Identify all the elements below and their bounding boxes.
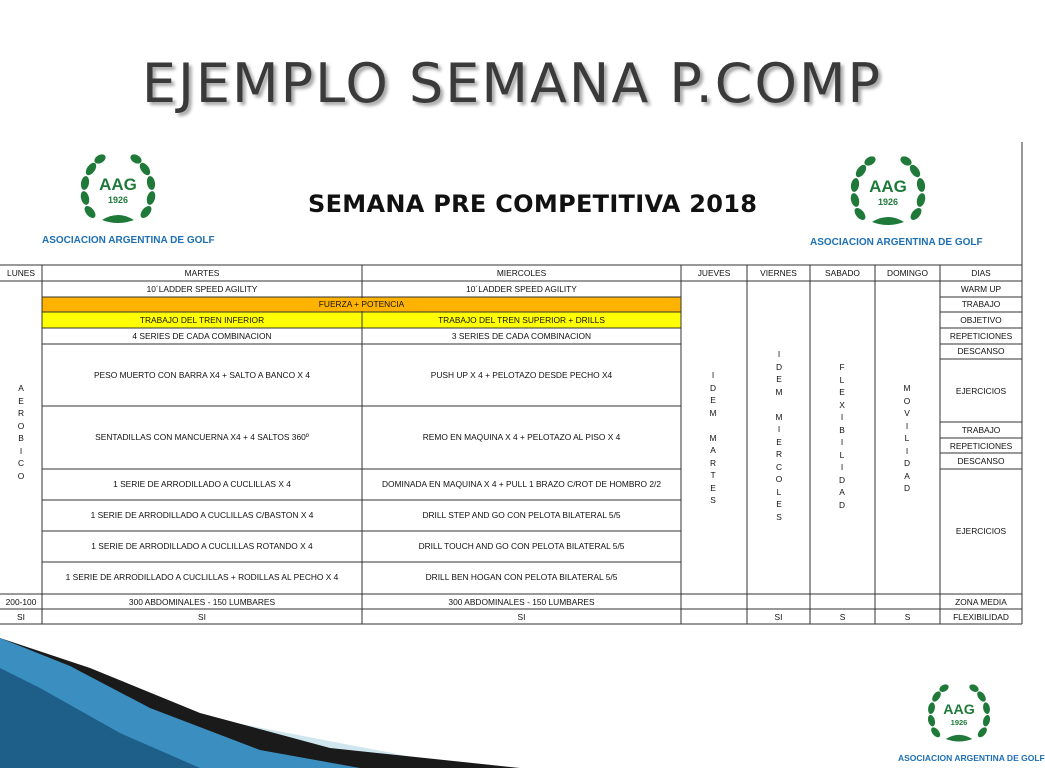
miercoles-ex-2: REMO EN MAQUINA X 4 + PELOTAZO AL PISO X 4 <box>422 432 621 442</box>
miercoles-zona-media: 300 ABDOMINALES - 150 LUMBARES <box>448 597 595 607</box>
miercoles-flex: SI <box>517 612 526 622</box>
header-lunes: LUNES <box>7 268 35 278</box>
logo-org-name: ASOCIACION ARGENTINA DE GOLF <box>42 235 215 246</box>
miercoles-series: 3 SERIES DE CADA COMBINACION <box>451 331 592 341</box>
header-viernes: VIERNES <box>760 268 797 278</box>
sabado-flex: S <box>839 612 846 622</box>
dias-warm-up: WARM UP <box>960 284 1002 294</box>
dias-zona-media: ZONA MEDIA <box>955 597 1007 607</box>
dias-flexibilidad: FLEXIBILIDAD <box>953 612 1009 622</box>
martes-ex-4: 1 SERIE DE ARRODILLADO A CUCLILLAS C/BASTON X 4 <box>90 510 314 520</box>
dias-trabajo-1: TRABAJO <box>961 299 1001 309</box>
miercoles-ex-3: DOMINADA EN MAQUINA X 4 + PULL 1 BRAZO C/ROT DE HOMBRO 2/2 <box>382 479 661 489</box>
martes-series: 4 SERIES DE CADA COMBINACION <box>132 331 272 341</box>
martes-warmup: 10´LADDER SPEED AGILITY <box>146 284 258 294</box>
logo-year: 1926 <box>950 717 968 727</box>
slide-title: EJEMPLO SEMANA P.COMP <box>141 52 883 115</box>
logo-year: 1926 <box>107 195 129 205</box>
miercoles-ex-5: DRILL TOUCH AND GO CON PELOTA BILATERAL 5/5 <box>418 541 625 551</box>
laurel-emblem-icon <box>76 150 160 230</box>
dias-repeticiones-1: REPETICIONES <box>949 331 1013 341</box>
martes-ex-1: PESO MUERTO CON BARRA X4 + SALTO A BANCO X 4 <box>93 370 311 380</box>
sabado-vertical-label: F L E X I B I L I D A D <box>838 362 846 510</box>
lunes-zona-media: 200-100 <box>5 597 37 607</box>
martes-flex: SI <box>198 612 206 622</box>
miercoles-objetivo: TRABAJO DEL TREN SUPERIOR + DRILLS <box>438 315 605 325</box>
header-domingo: DOMINGO <box>887 268 928 278</box>
fuerza-potencia-label: FUERZA + POTENCIA <box>318 299 405 309</box>
dias-trabajo-2: TRABAJO <box>961 425 1001 435</box>
sheet-title: SEMANA PRE COMPETITIVA 2018 <box>308 190 758 218</box>
viernes-flex: SI <box>774 612 783 622</box>
miercoles-ex-1: PUSH UP X 4 + PELOTAZO DESDE PECHO X4 <box>430 370 613 380</box>
martes-ex-3: 1 SERIE DE ARRODILLADO A CUCLILLAS X 4 <box>113 479 291 489</box>
logo-initials: AAG <box>868 177 907 196</box>
header-martes: MARTES <box>184 268 220 278</box>
domingo-vertical-label: M O V I L I D A D <box>903 383 911 493</box>
martes-ex-6: 1 SERIE DE ARRODILLADO A CUCLILLAS + RODILLAS AL PECHO X 4 <box>65 572 339 582</box>
dias-descanso-2: DESCANSO <box>957 456 1005 466</box>
header-jueves: JUEVES <box>697 268 731 278</box>
decorative-swoosh <box>0 638 560 768</box>
lunes-flex: SI <box>17 612 25 622</box>
header-sabado: SABADO <box>825 268 860 278</box>
logo-year: 1926 <box>877 197 898 207</box>
dias-objetivo: OBJETIVO <box>960 315 1002 325</box>
header-miercoles: MIERCOLES <box>496 268 547 278</box>
jueves-vertical-label: I D E M M A R T E S <box>709 370 717 505</box>
dias-ejercicios-1: EJERCICIOS <box>955 386 1007 396</box>
miercoles-ex-4: DRILL STEP AND GO CON PELOTA BILATERAL 5/5 <box>422 510 621 520</box>
logo-org-name: ASOCIACION ARGENTINA DE GOLF <box>898 753 1045 763</box>
lunes-vertical-label: A E R O B I C O <box>17 383 25 481</box>
viernes-vertical-label: I D E M M I E R C O L E S <box>775 349 783 522</box>
aag-logo-right <box>810 152 983 248</box>
martes-ex-5: 1 SERIE DE ARRODILLADO A CUCLILLAS ROTANDO X 4 <box>91 541 313 551</box>
martes-objetivo: TRABAJO DEL TREN INFERIOR <box>139 315 265 325</box>
aag-logo-footer <box>898 680 1045 763</box>
laurel-emblem-icon <box>846 152 930 232</box>
aag-logo-left <box>42 150 215 246</box>
logo-org-name: ASOCIACION ARGENTINA DE GOLF <box>810 237 983 248</box>
logo-initials: AAG <box>99 175 137 194</box>
domingo-flex: S <box>904 612 911 622</box>
martes-ex-2: SENTADILLAS CON MANCUERNA X4 + 4 SALTOS 360º <box>95 432 309 442</box>
dias-descanso-1: DESCANSO <box>957 346 1005 356</box>
header-dias: DIAS <box>971 268 991 278</box>
laurel-emblem-icon <box>924 680 994 748</box>
logo-initials: AAG <box>943 702 975 718</box>
miercoles-warmup: 10´LADDER SPEED AGILITY <box>466 284 577 294</box>
dias-repeticiones-2: REPETICIONES <box>949 441 1013 451</box>
dias-ejercicios-2: EJERCICIOS <box>955 526 1007 536</box>
martes-zona-media: 300 ABDOMINALES - 150 LUMBARES <box>128 597 276 607</box>
miercoles-ex-6: DRILL BEN HOGAN CON PELOTA BILATERAL 5/5 <box>425 572 618 582</box>
